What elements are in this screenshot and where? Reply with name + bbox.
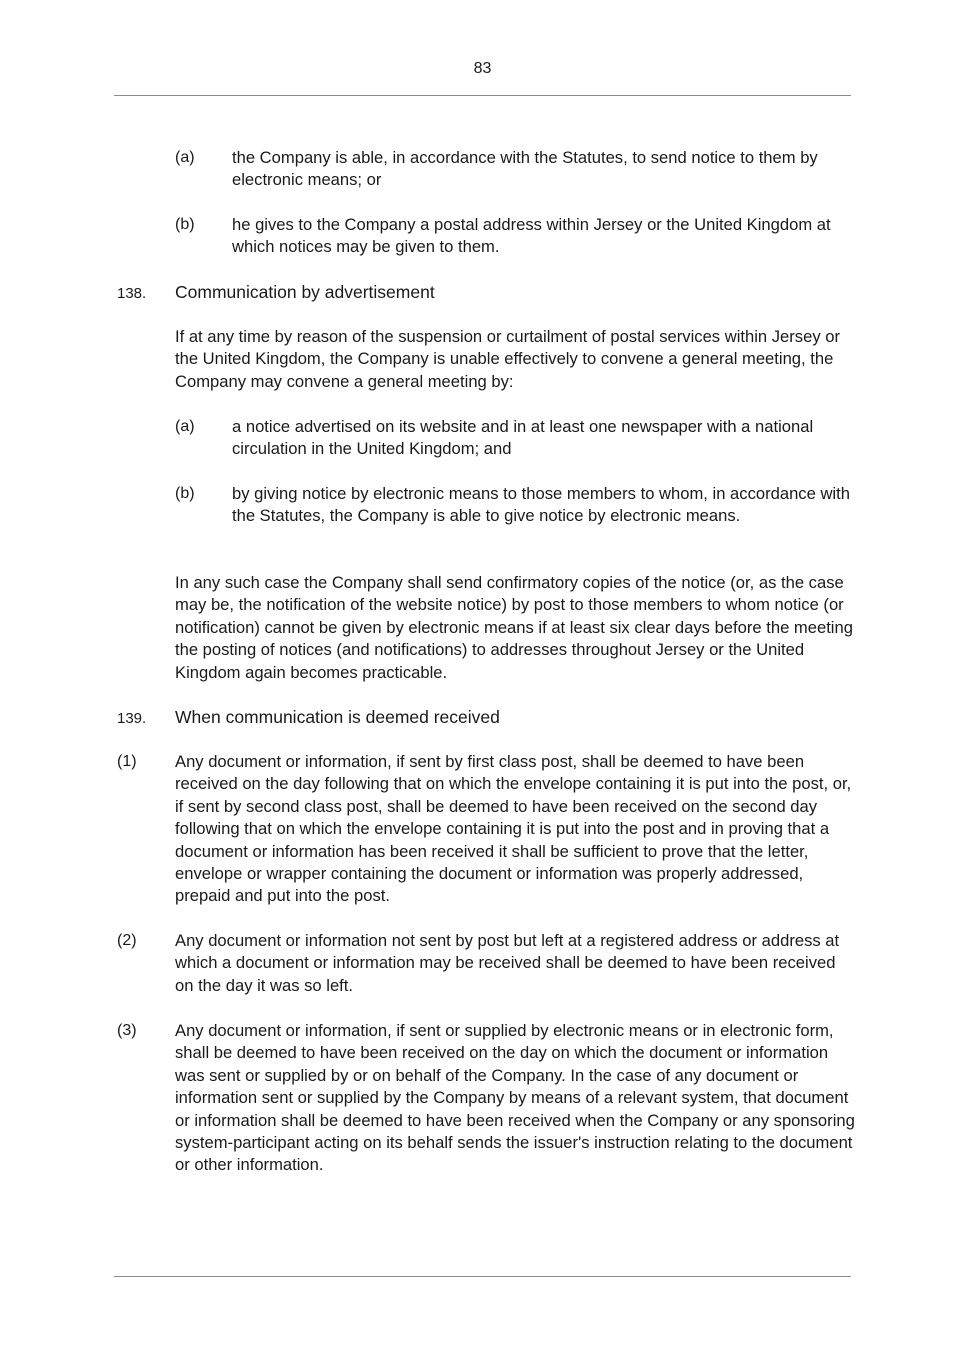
- list-item-text: he gives to the Company a postal address within Jersey or the United Kingdom at which notices may be given to them.: [232, 215, 831, 257]
- article-138-heading: Communication by advertisement: [175, 282, 435, 302]
- list-item: [232, 147, 854, 192]
- list-item: [232, 416, 854, 461]
- list-item: [175, 751, 855, 908]
- list-item-text: Any document or information not sent by post but left at a registered address or address at which a document or information may be received shall be deemed to have been received on the day it was so left.: [175, 931, 840, 995]
- list-item-label: (a): [175, 149, 195, 166]
- article-138-number: 138.: [117, 285, 147, 302]
- list-item-text: by giving notice by electronic means to those members to whom, in accordance with the Statutes, the Company is able to give notice by electronic means.: [232, 484, 850, 526]
- paragraph-text: If at any time by reason of the suspension or curtailment of postal services within Jersey or the United Kingdom, the Company is unable effectively to convene a general meeting, the Company may convene a general meeting by:: [175, 327, 840, 391]
- list-item-text: a notice advertised on its website and in at least one newspaper with a national circulation in the United Kingdom; and: [232, 417, 814, 459]
- list-item-label: (3): [117, 1022, 137, 1039]
- list-item-label: (b): [175, 485, 195, 502]
- list-item: [232, 483, 854, 528]
- article-139-heading: When communication is deemed received: [175, 707, 500, 727]
- header-divider: [114, 95, 851, 96]
- article-138-closing: [175, 572, 855, 684]
- list-item-label: (1): [117, 753, 137, 770]
- article-139-number: 139.: [117, 710, 147, 727]
- list-item-label: (a): [175, 418, 195, 435]
- list-item: [175, 1020, 855, 1177]
- list-item-label: (b): [175, 216, 195, 233]
- list-item-text: the Company is able, in accordance with the Statutes, to send notice to them by electronic means; or: [232, 148, 818, 190]
- paragraph-text: In any such case the Company shall send confirmatory copies of the notice (or, as the case may be, the notification of the website notice) by post to those members to whom notice (or notification) cannot be given by electronic means if at least six clear days before the meeting the posting of notices (and notifications) to addresses throughout Jersey or the United Kingdom again becomes practicable.: [175, 573, 853, 682]
- list-item: [232, 214, 854, 259]
- list-item: [175, 930, 855, 997]
- list-item-label: (2): [117, 932, 137, 949]
- page-number: 83: [473, 60, 492, 77]
- list-item-text: Any document or information, if sent or supplied by electronic means or in electronic form, shall be deemed to have been received on the day on which the document or information was sent or supplied by or on behalf of the Company. In the case of any document or information sent or supplied by the Company by means of a relevant system, that document or information shall be deemed to have been received when the Company or any sponsoring system-participant acting on its behalf sends the issuer's instruction relating to the document or other information.: [175, 1021, 855, 1175]
- footer-divider: [114, 1276, 851, 1277]
- list-item-text: Any document or information, if sent by first class post, shall be deemed to have been received on the day following that on which the envelope containing it is put into the post, or, if sent by second class post, shall be deemed to have been received on the second day following that on which the envelope containing it is put into the post and in proving that a document or information has been received it shall be sufficient to prove that the letter, envelope or wrapper containing the document or information was properly addressed, prepaid and put into the post.: [175, 752, 852, 906]
- article-138-intro: [175, 326, 855, 393]
